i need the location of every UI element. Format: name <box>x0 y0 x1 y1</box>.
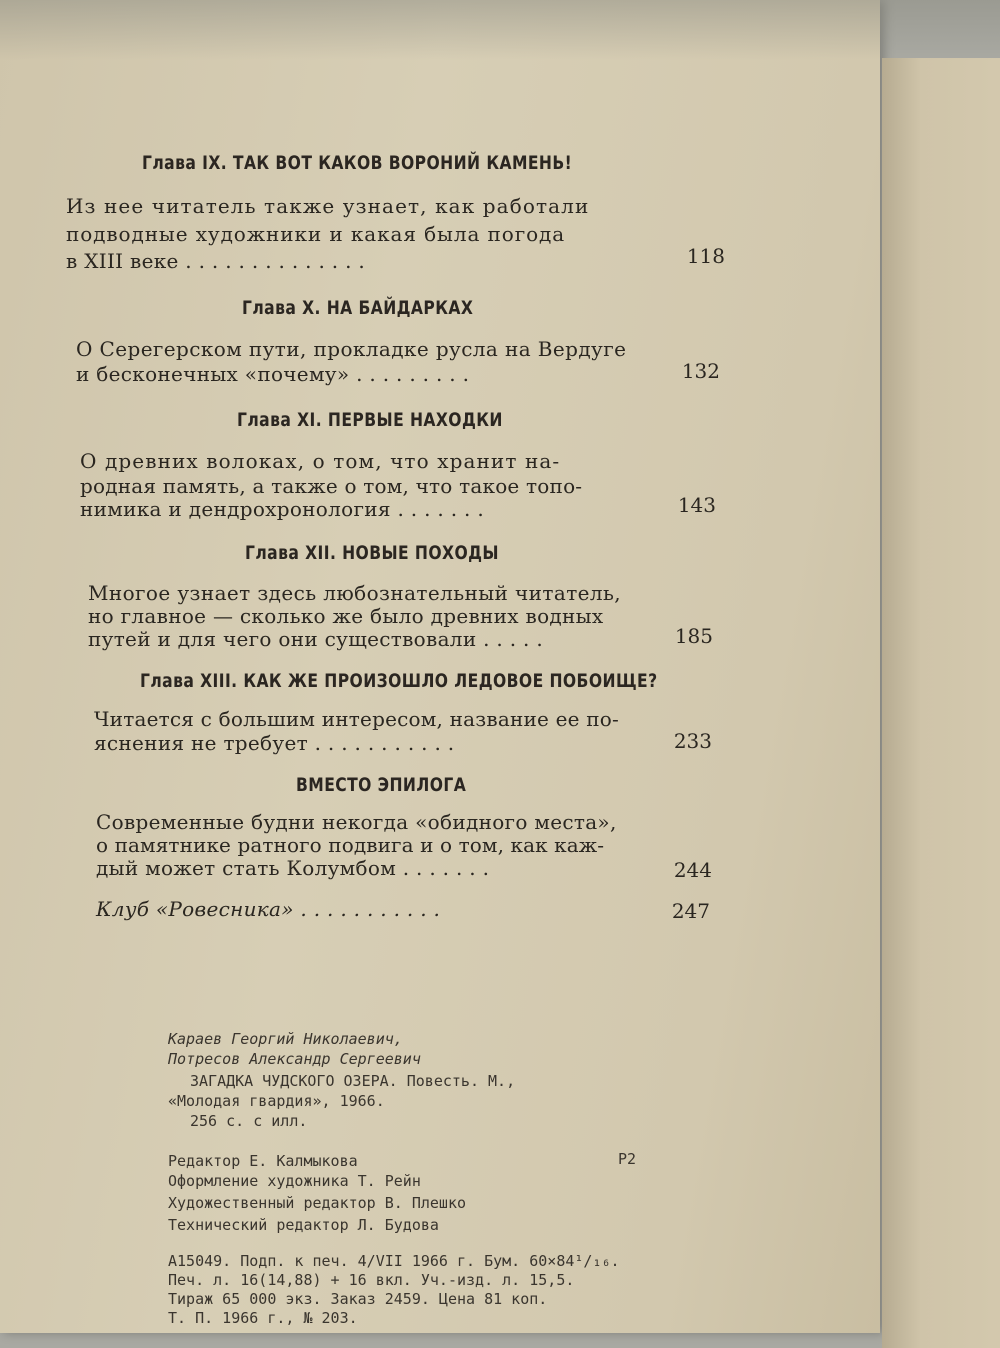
imprint-author-1: Караев Георгий Николаевич, <box>168 1030 403 1048</box>
chapter-13-line-2: яснения не требует . . . . . . . . . . . <box>94 731 455 755</box>
imprint-design: Оформление художника Т. Рейн <box>168 1172 421 1190</box>
chapter-11-line-3: нимика и дендрохронология . . . . . . . <box>80 497 485 521</box>
chapter-10-heading: Глава Х. НА БАЙДАРКАХ <box>242 297 474 319</box>
epilogue-line-2: о памятнике ратного подвига и о том, как каж- <box>96 833 605 857</box>
epilogue-page: 244 <box>673 858 712 882</box>
chapter-13-line-1: Читается с большим интересом, название ее по- <box>94 707 619 731</box>
imprint-print-3: Тираж 65 000 экз. Заказ 2459. Цена 81 коп. <box>168 1290 548 1308</box>
chapter-11-page: 143 <box>677 493 716 517</box>
chapter-12-line-3: путей и для чего они существовали . . . . . <box>88 627 544 651</box>
chapter-13-page: 233 <box>673 729 712 753</box>
chapter-9-line-1: Из нее читатель также узнает, как работали <box>66 194 590 218</box>
imprint-print-4: Т. П. 1966 г., № 203. <box>168 1309 358 1327</box>
chapter-11-line-1: О древних волоках, о том, что хранит на- <box>80 449 561 473</box>
imprint-title-2: «Молодая гвардия», 1966. <box>168 1092 385 1110</box>
chapter-12-line-2: но главное — сколько же было древних водных <box>88 604 604 628</box>
imprint-print-2: Печ. л. 16(14,88) + 16 вкл. Уч.-изд. л. 15,5. <box>168 1271 575 1289</box>
chapter-9-heading: Глава IX. ТАК ВОТ КАКОВ ВОРОНИЙ КАМЕНЬ! <box>142 152 573 174</box>
epilogue-line-3: дый может стать Колумбом . . . . . . . <box>96 856 490 880</box>
chapter-9-line-2: подводные художники и какая была погода <box>66 222 566 246</box>
club-page: 247 <box>671 899 710 923</box>
chapter-10-line-1: О Серегерском пути, прокладке русла на Вердуге <box>76 337 627 361</box>
imprint-title-3: 256 с. с илл. <box>190 1112 308 1130</box>
chapter-11-line-2: родная память, а также о том, что такое топо- <box>80 474 583 498</box>
chapter-13-heading: Глава XIII. КАК ЖЕ ПРОИЗОШЛО ЛЕДОВОЕ ПОБОИЩЕ? <box>140 670 658 692</box>
imprint-editor: Редактор Е. Калмыкова <box>168 1152 358 1170</box>
chapter-12-line-1: Многое узнает здесь любознательный читатель, <box>88 581 622 605</box>
chapter-10-page: 132 <box>681 359 720 383</box>
imprint-art-editor: Художественный редактор В. Плешко <box>168 1194 467 1212</box>
imprint-author-2: Потресов Александр Сергеевич <box>168 1050 421 1068</box>
top-shadow <box>0 0 1000 60</box>
imprint-code: Р2 <box>618 1150 637 1168</box>
epilogue-heading: ВМЕСТО ЭПИЛОГА <box>296 774 467 796</box>
imprint-print-1: А15049. Подп. к печ. 4/VII 1966 г. Бум. 60×84¹/₁₆. <box>168 1252 620 1270</box>
chapter-9-line-3: в XIII веке . . . . . . . . . . . . . . <box>66 249 366 273</box>
chapter-12-heading: Глава XII. НОВЫЕ ПОХОДЫ <box>245 542 499 564</box>
epilogue-line-1: Современные будни некогда «обидного места», <box>96 810 617 834</box>
imprint-tech-editor: Технический редактор Л. Будова <box>168 1216 439 1234</box>
chapter-9-page: 118 <box>686 244 725 268</box>
imprint-title-1: ЗАГАДКА ЧУДСКОГО ОЗЕРА. Повесть. М., <box>190 1072 516 1090</box>
chapter-10-line-2: и бесконечных «почему» . . . . . . . . . <box>76 362 470 386</box>
next-page-edge <box>882 58 1000 1348</box>
chapter-11-heading: Глава XI. ПЕРВЫЕ НАХОДКИ <box>237 409 503 431</box>
chapter-12-page: 185 <box>674 624 713 648</box>
club-line: Клуб «Ровесника» . . . . . . . . . . . <box>96 897 441 921</box>
